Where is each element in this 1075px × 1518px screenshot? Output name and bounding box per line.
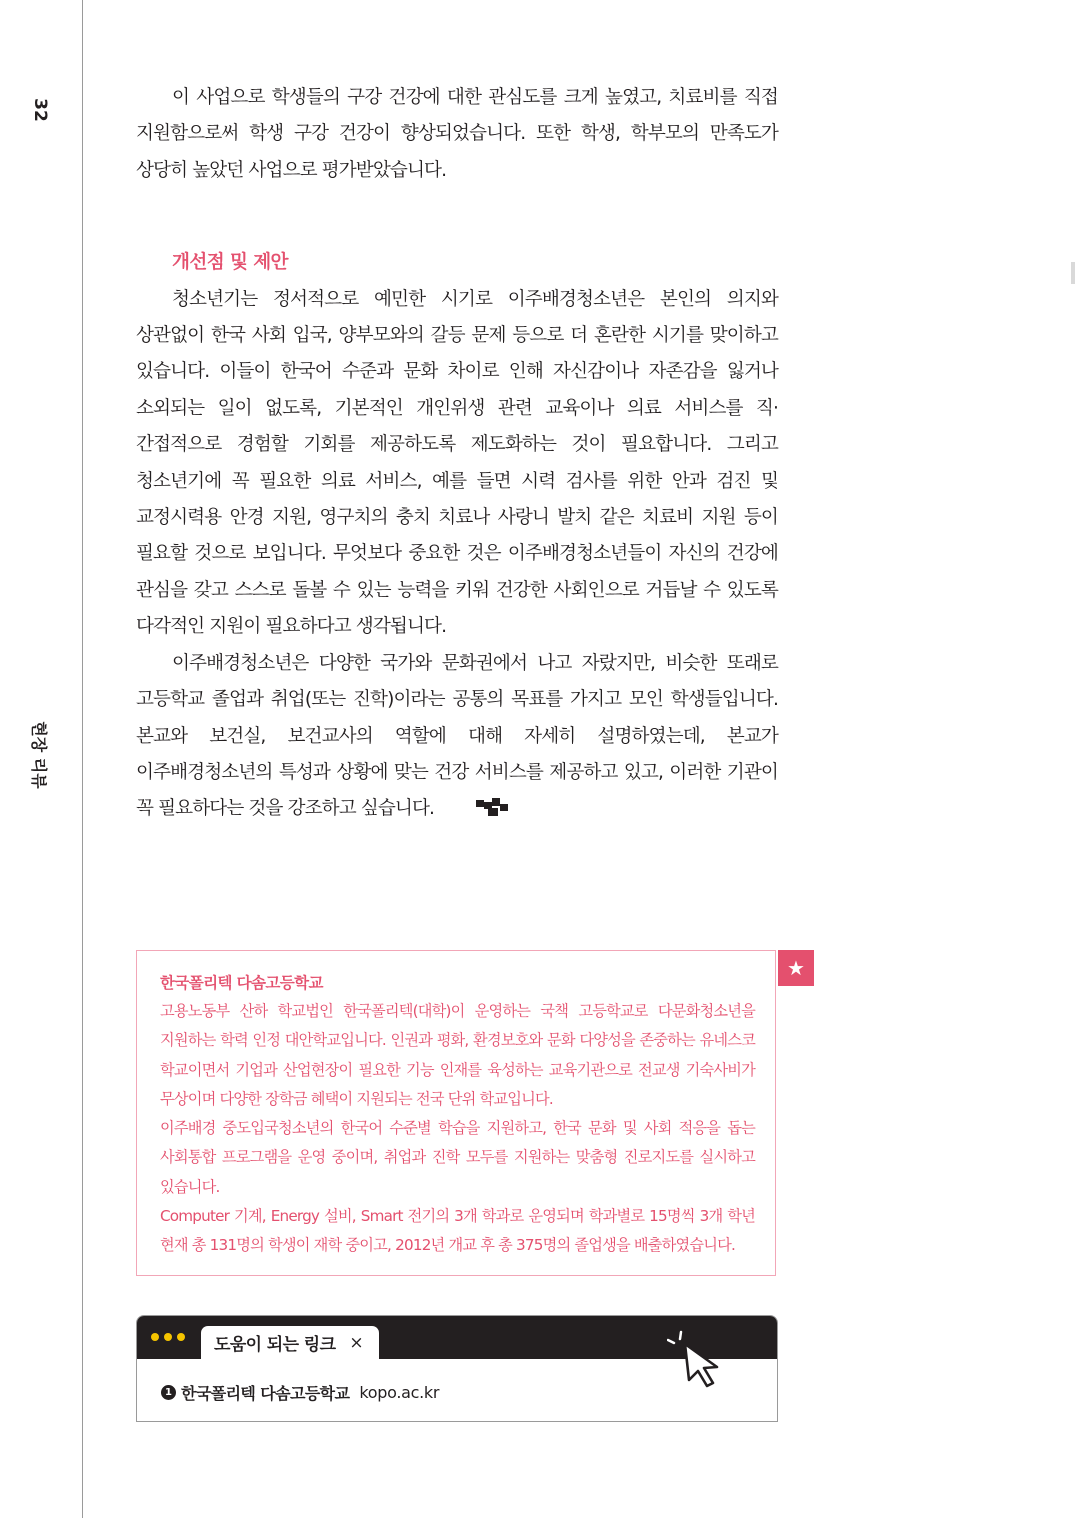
section-subheading: 개선점 및 제안	[172, 252, 288, 274]
link-item[interactable]	[161, 1381, 439, 1404]
section-label: 현장 리뷰	[29, 721, 49, 789]
margin-rule	[82, 0, 83, 1518]
close-icon[interactable]: ×	[349, 1332, 364, 1353]
page-number: 32	[30, 98, 50, 122]
link-name[interactable]: 한국폴리텍 다솜고등학교	[181, 1384, 350, 1403]
body-paragraph-2	[136, 646, 778, 830]
infobox-title: 한국폴리텍 다솜고등학교	[160, 974, 323, 992]
star-icon: ★	[778, 950, 814, 986]
school-info-box	[136, 950, 776, 1276]
end-mark-icon	[440, 793, 508, 829]
body-paragraph-1: 청소년기는 정서적으로 예민한 시기로 이주배경청소년은 본인의 의지와 상관없이 한국 사회 입국, 양부모와의 갈등 문제 등으로 더 혼란한 시기를 맞이하고 있습니다. 이들이 한국어 수준과 문화 차이로 인해 자신감이나 자존감을 잃거나 소외되는 일이 없도록, 기본적인 개인위생 관련 교육이나 의료 서비스를 직·간접적으로 경험할 기회를 제공하도록 제도화하는 것이 필요합니다. 그리고 청소년기에 꼭 필요한 의료 서비스, 예를 들면 시력 검사를 위한 안과 검진 및 교정시력용 안경 지원, 영구치의 충치 치료나 사랑니 발치 같은 치료비 지원 등이 필요할 것으로 보입니다. 무엇보다 중요한 것은 이주배경청소년들이 자신의 건강에 관심을 갖고 스스로 돌볼 수 있는 능력을 키워 건강한 사회인으로 거듭날 수 있도록 다각적인 지원이 필요하다고 생각됩니다.	[136, 288, 778, 638]
window-dots-icon	[151, 1333, 185, 1341]
links-tab-label: 도움이 되는 링크	[214, 1335, 336, 1355]
infobox-paragraph-1: 고용노동부 산하 학교법인 한국폴리텍(대학)이 운영하는 국책 고등학교로 다문화청소년을 지원하는 학력 인정 대안학교입니다. 인권과 평화, 환경보호와 문화 다양성을 존중하는 유네스코 학교이면서 기업과 산업현장이 필요한 기능 인재를 육성하는 교육기관으로 전교생 기숙사비가 무상이며 다양한 장학금 혜택이 지원되는 전국 단위 학교입니다.	[160, 1002, 755, 1108]
article-body	[136, 80, 778, 830]
link-number-badge: 1	[161, 1385, 176, 1400]
cursor-click-icon	[667, 1330, 729, 1394]
link-url[interactable]: kopo.ac.kr	[359, 1383, 440, 1402]
helpful-links-box	[136, 1315, 778, 1422]
page-edge-tab	[1071, 262, 1075, 284]
body-paragraph-2-text: 이주배경청소년은 다양한 국가와 문화권에서 나고 자랐지만, 비슷한 또래로 고등학교 졸업과 취업(또는 진학)이라는 공통의 목표를 가지고 모인 학생들입니다. 본교와 보건실, 보건교사의 역할에 대해 자세히 설명하였는데, 본교가 이주배경청소년의 특성과 상황에 맞는 건강 서비스를 제공하고 있고, 이러한 기관이 꼭 필요하다는 것을 강조하고 싶습니다.	[136, 652, 778, 820]
intro-paragraph: 이 사업으로 학생들의 구강 건강에 대한 관심도를 크게 높였고, 치료비를 직접 지원함으로써 학생 구강 건강이 향상되었습니다. 또한 학생, 학부모의 만족도가 상당히 높았던 사업으로 평가받았습니다.	[136, 87, 778, 181]
links-tab[interactable]	[201, 1326, 379, 1359]
infobox-paragraph-3: Computer 기계, Energy 설비, Smart 전기의 3개 학과로 운영되며 학과별로 15명씩 3개 학년 현재 총 131명의 학생이 재학 중이고, 2012년 개교 후 총 375명의 졸업생을 배출하였습니다.	[160, 1207, 755, 1255]
infobox-paragraph-2: 이주배경 중도입국청소년의 한국어 수준별 학습을 지원하고, 한국 문화 및 사회 적응을 돕는 사회통합 프로그램을 운영 중이며, 취업과 진학 모두를 지원하는 맞춤형 진로지도를 실시하고 있습니다.	[160, 1119, 755, 1196]
